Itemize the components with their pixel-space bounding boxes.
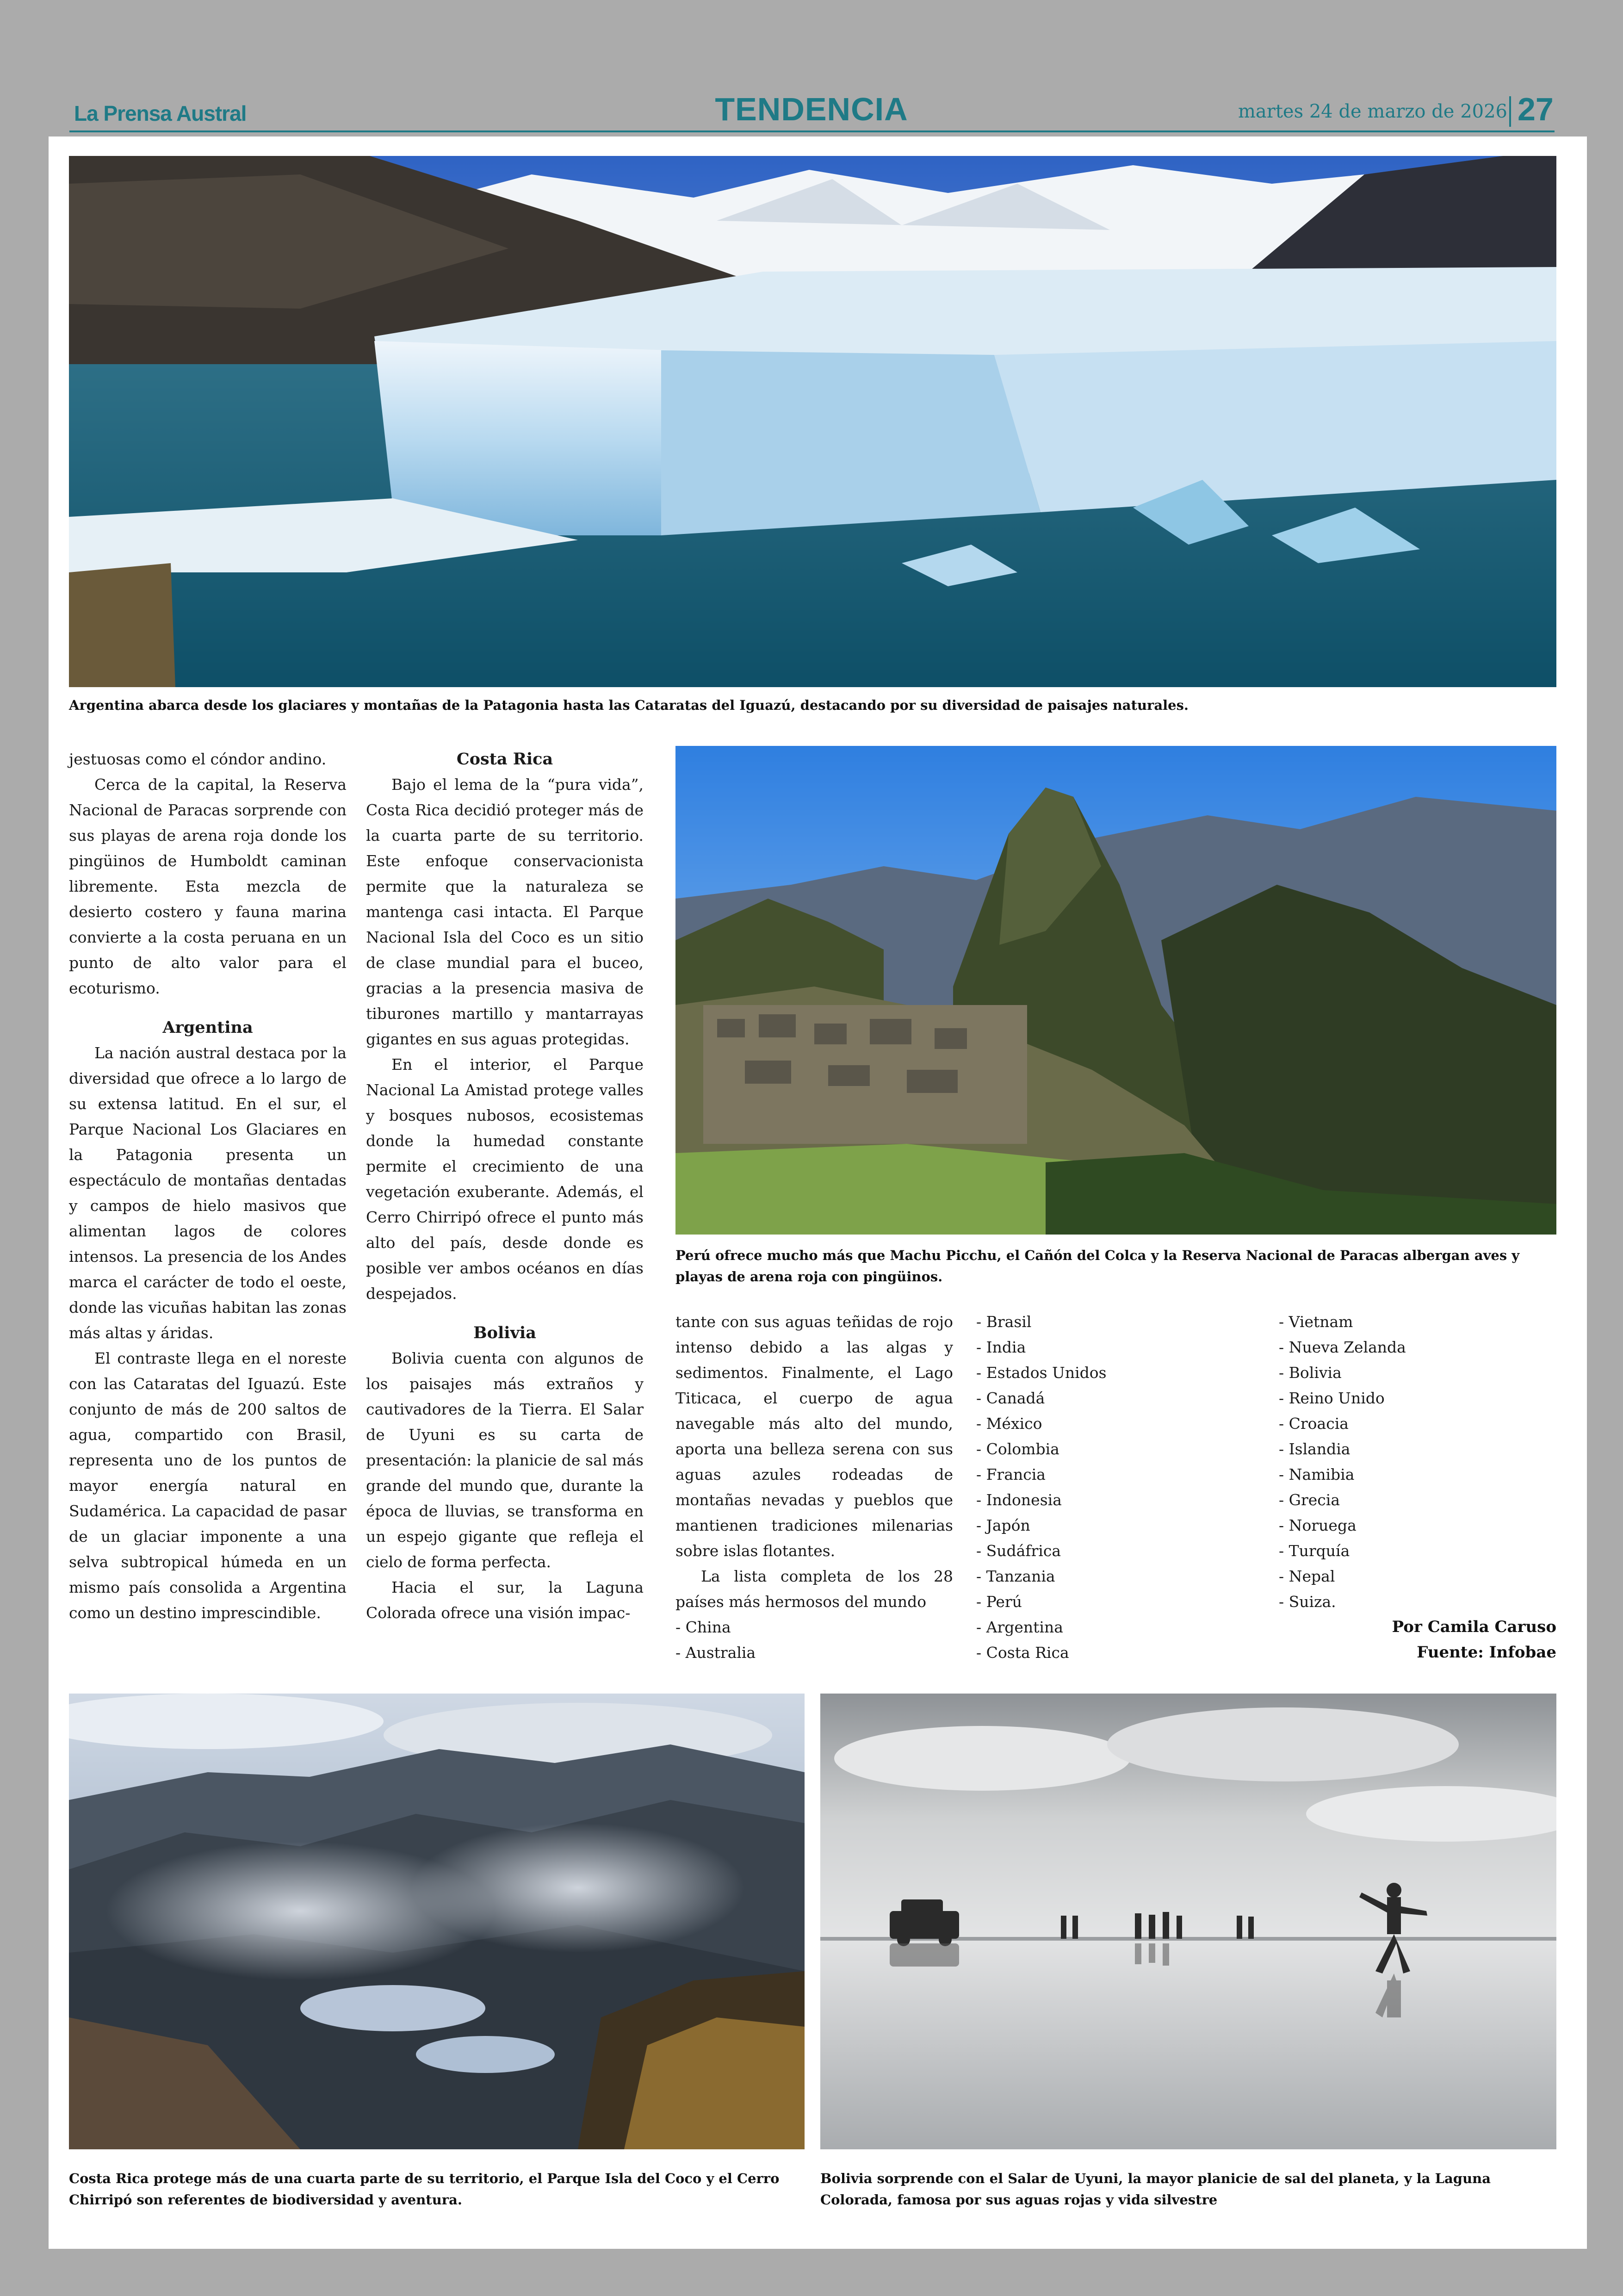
list-item: - Namibia <box>1279 1462 1556 1487</box>
list-item: - Tanzania <box>976 1564 1254 1589</box>
list-item: - Costa Rica <box>976 1640 1254 1665</box>
col1-para-4: El contraste llega en el noreste con las Cataratas del Iguazú. Este conjunto de más de 200 saltos de agua, compartido con Brasil, representa uno de los puntos de mayor energía natural en Sudamérica. La capacidad de pasar de un glaciar imponente a una selva subtropical húmeda en un mismo país consolida a Argentina como un destino imprescindible. <box>69 1349 347 1622</box>
machu-picchu-caption: Perú ofrece mucho más que Machu Picchu, el Cañón del Colca y la Reserva Nacional de Paracas albergan aves y playas de arena roja con pingüinos. <box>675 1247 1520 1285</box>
col3-para-2: La lista completa de los 28 países más hermosos del mundo <box>675 1567 953 1611</box>
header-rule <box>69 130 1555 132</box>
newspaper-brand: La Prensa Austral <box>74 101 247 125</box>
list-item: - Argentina <box>976 1614 1254 1640</box>
list-item: - Australia <box>675 1640 953 1665</box>
list-item: - Reino Unido <box>1279 1385 1556 1411</box>
glacier-photo <box>69 156 1556 687</box>
list-item: - México <box>976 1411 1254 1436</box>
costa-rica-photo <box>69 1694 805 2149</box>
list-item: - Estados Unidos <box>976 1360 1254 1385</box>
col1-para-3: La nación austral destaca por la diversidad que ofrece a lo largo de su extensa latitud. En el sur, el Parque Nacional Los Glaciares en la Patagonia presenta un espectáculo de montañas dentadas y campos de hielo masivos que alimentan lagos de colores intensos. La presencia de los Andes marca el carácter de todo el oeste, donde las vicuñas habitan las zonas más altas y áridas. <box>69 1044 347 1342</box>
article-column-3 <box>675 1309 953 1665</box>
list-item: - Suiza. <box>1279 1589 1556 1614</box>
list-item: - Brasil <box>976 1309 1254 1334</box>
article-column-1 <box>69 746 347 1626</box>
list-item: - Francia <box>976 1462 1254 1487</box>
heading-costa-rica: Costa Rica <box>456 750 553 769</box>
list-item: - China <box>675 1614 953 1640</box>
list-item: - Croacia <box>1279 1411 1556 1436</box>
machu-picchu-photo <box>675 746 1556 1235</box>
list-item: - Turquía <box>1279 1538 1556 1564</box>
article-column-2 <box>366 746 644 1626</box>
list-item: - Bolivia <box>1279 1360 1556 1385</box>
col2-para-1: Bajo el lema de la “pura vida”, Costa Rica decidió proteger más de la cuarta parte de su territorio. Este enfoque conservacionista permite que la naturaleza se mantenga casi intacta. El Parque Nacional Isla del Coco es un sitio de clase mundial para el buceo, gracias a la presencia masiva de tiburones martillo y mantarrayas gigantes en sus aguas protegidas. <box>366 776 644 1048</box>
list-item: - Vietnam <box>1279 1309 1556 1334</box>
col1-para-1: jestuosas como el cóndor andino. <box>69 750 327 768</box>
col2-para-2: En el interior, el Parque Nacional La Amistad protege valles y bosques nubosos, ecosistemas donde la humedad constante permite el crecimiento de una vegetación exuberante. Además, el Cerro Chirripó ofrece el punto más alto del país, desde donde es posible ver ambos océanos en días despejados. <box>366 1055 644 1303</box>
heading-argentina: Argentina <box>162 1018 253 1037</box>
glacier-caption: Argentina abarca desde los glaciares y montañas de la Patagonia hasta las Cataratas del Iguazú, destacando por su diversidad de paisajes naturales. <box>69 697 1189 713</box>
heading-bolivia: Bolivia <box>473 1323 536 1342</box>
countries-list-column-b <box>1279 1309 1556 1614</box>
col2-para-3: Bolivia cuenta con algunos de los paisajes más extraños y cautivadores de la Tierra. El Salar de Uyuni es su carta de presentación: la planicie de sal más grande del mundo que, durante la época de lluvias, se transforma en un espejo gigante que refleja el cielo de forma perfecta. <box>366 1349 644 1571</box>
issue-date: martes 24 de marzo de 2026 <box>1238 101 1507 122</box>
source-credit: Fuente: Infobae <box>1417 1643 1556 1662</box>
list-item: - India <box>976 1334 1254 1360</box>
list-item: - Indonesia <box>976 1487 1254 1513</box>
author-byline: Por Camila Caruso <box>1392 1618 1556 1636</box>
list-item: - Colombia <box>976 1436 1254 1462</box>
list-item: - Noruega <box>1279 1513 1556 1538</box>
list-item: - Grecia <box>1279 1487 1556 1513</box>
list-item: - Canadá <box>976 1385 1254 1411</box>
list-item: - Nueva Zelanda <box>1279 1334 1556 1360</box>
uyuni-photo <box>820 1694 1556 2149</box>
list-item: - Perú <box>976 1589 1254 1614</box>
countries-list-start <box>675 1614 953 1665</box>
col2-para-4: Hacia el sur, la Laguna Colorada ofrece una visión impac- <box>366 1578 644 1622</box>
uyuni-caption: Bolivia sorprende con el Salar de Uyuni, la mayor planicie de sal del planeta, y la Laguna Colorada, famosa por sus aguas rojas y vida silvestre <box>820 2171 1491 2208</box>
costa-rica-caption: Costa Rica protege más de una cuarta parte de su territorio, el Parque Isla del Coco y el Cerro Chirripó son referentes de biodiversidad y aventura. <box>69 2171 780 2208</box>
countries-list-column-a <box>976 1309 1254 1665</box>
list-item: - Japón <box>976 1513 1254 1538</box>
header-separator <box>1509 96 1511 127</box>
page-number: 27 <box>1518 91 1554 127</box>
page-header <box>0 0 1623 137</box>
section-title: TENDENCIA <box>715 91 908 127</box>
list-item: - Islandia <box>1279 1436 1556 1462</box>
list-item: - Nepal <box>1279 1564 1556 1589</box>
col1-para-2: Cerca de la capital, la Reserva Nacional de Paracas sorprende con sus playas de arena roja donde los pingüinos de Humboldt caminan libremente. Esta mezcla de desierto costero y fauna marina convierte a la costa peruana en un punto de alto valor para el ecoturismo. <box>69 776 347 997</box>
col3-para-1: tante con sus aguas teñidas de rojo intenso debido a las algas y sedimentos. Finalmente, el Lago Titicaca, el cuerpo de agua navegable más alto del mundo, aporta una belleza serena con sus aguas azules rodeadas de montañas nevadas y pueblos que mantienen tradiciones milenarias sobre islas flotantes. <box>675 1313 953 1560</box>
list-item: - Sudáfrica <box>976 1538 1254 1564</box>
page-sheet <box>49 137 1587 2249</box>
